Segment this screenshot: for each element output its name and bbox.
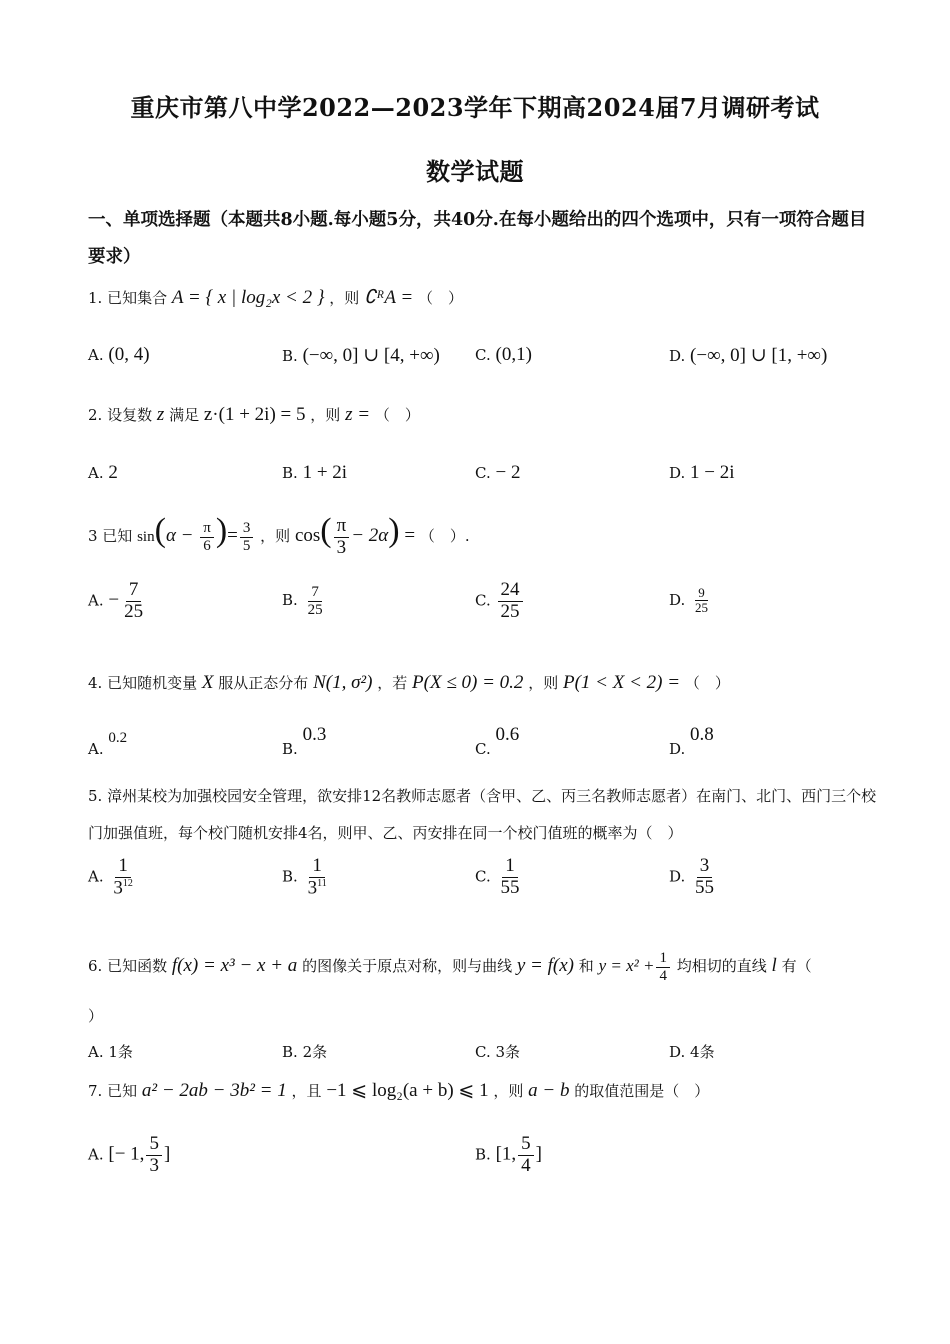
q1-prefix: 1. 已知集合 [88,289,168,307]
q7-mid1: ，且 [291,1082,322,1100]
q2-option-a[interactable] [88,462,118,484]
option-value: (−∞, 0] ∪ [1, +∞) [690,345,828,366]
q3-option-b[interactable] [282,584,328,618]
option-label: B. [282,1043,298,1061]
option-label: B. [282,867,298,886]
q7-option-a[interactable] [88,1134,170,1177]
q2-var: z [156,404,165,425]
option-label: D. [669,740,686,758]
q4-prefix: 4. 已知随机变量 [88,674,198,692]
q3-pi-over-3 [334,516,350,559]
q6-function: f(x) = x³ − x + a [171,955,298,976]
q2-option-b[interactable] [282,462,347,484]
q6-mid2: 和 [578,957,594,975]
fraction-numerator: 1 [309,856,325,878]
option-value: 0.6 [495,724,520,745]
q3-option-c[interactable] [475,580,525,623]
q5-option-b[interactable] [282,856,332,899]
option-label: C. [475,867,491,886]
section-heading: 一、单项选择题（本题共8小题.每小题5分，共40分.在每小题给出的四个选项中，只有一项符合题目要求） [88,210,867,267]
power-base: 3 [307,877,318,899]
fraction-numerator: 7 [126,580,142,602]
q4-option-a[interactable] [88,728,128,758]
q7-prefix: 7. 已知 [88,1082,138,1100]
q6-option-b[interactable] [282,1041,327,1062]
option-label: C. [475,740,491,758]
question-1 [88,287,888,309]
q4-condition: P(X ≤ 0) = 0.2 [412,672,524,693]
option-fraction [110,856,136,899]
q1-option-a[interactable] [88,344,150,366]
fraction-denominator: 4 [521,1154,531,1176]
q4-option-d[interactable] [669,724,714,758]
q2-mid2: ，则 [310,406,341,424]
fraction-numerator: 24 [498,580,523,602]
q4-mid1: 服从正态分布 [218,674,309,692]
fraction-denominator: 55 [500,876,520,898]
option-value: (0,1) [495,344,532,365]
option-label: B. [282,591,298,609]
q4-distribution: N(1, σ²) [313,672,373,693]
option-fraction [498,856,523,899]
fraction-denominator: 25 [307,601,323,618]
fraction-denominator: 4 [659,967,667,984]
fraction-denominator: 5 [242,537,251,554]
q3-sin: sin [137,529,155,545]
option-label: D. [669,347,686,365]
question-4 [88,672,888,694]
q4-ask: P(1 < X < 2) = [563,672,681,693]
fraction-numerator: 7 [308,584,322,602]
q2-mid1: 满足 [169,406,200,424]
fraction-denominator: 3 [149,1154,159,1176]
option-label: A. [88,867,104,886]
option-label: A. [88,591,104,610]
option-fraction [518,1134,534,1177]
q6-curve1: y = f(x) [516,955,574,976]
question-7 [88,1080,888,1102]
q3-eq: = [227,525,238,546]
question-5: 5. 漳州某校为加强校园安全管理，欲安排12名教师志愿者（含甲、乙、丙三名教师志愿者）在南门、北门、西门三个校门加强值班，每个校门随机安排4名，则甲、乙、丙安排在同一个校门值班的概率为（ ） [88,787,877,842]
option-label: D. [669,590,686,609]
fraction-numerator: 5 [146,1134,162,1156]
q1-mid: ，则 [329,289,360,307]
power-base: 3 [113,877,123,899]
question-6 [88,940,888,992]
option-label: C. [475,1043,491,1061]
option-value: 2 [108,462,118,483]
q5-option-c[interactable] [475,856,525,899]
q3-sin-arg: α − [165,525,194,546]
fraction-denominator [305,878,330,899]
interval-left: [− 1, [108,1143,145,1165]
q1-option-b[interactable] [282,344,440,367]
power-exponent: 12 [122,877,133,889]
interval-right: ] [535,1143,542,1165]
option-label: B. [475,1145,491,1164]
fraction-denominator: 55 [695,876,715,898]
option-fraction [498,580,523,623]
q3-suffix: （ ）. [419,527,470,545]
option-label: A. [88,464,104,482]
q6-line-var: l [771,955,777,976]
q2-prefix: 2. 设复数 [88,406,153,424]
fraction-numerator: 1 [502,856,518,878]
q3-pi-over-6 [200,520,214,554]
fraction-numerator: 1 [115,856,131,878]
q2-equation: z·(1 + 2i) = 5 [203,404,306,425]
option-value: 1条 [108,1043,133,1061]
q2-option-d[interactable] [669,462,735,484]
exam-title: 重庆市第八中学2022—2023学年下期高2024届7月调研考试 [130,93,820,122]
fraction-numerator: π [334,516,350,538]
fraction-numerator: 3 [697,856,713,878]
q1-option-c[interactable] [475,344,532,366]
option-value: (0, 4) [108,344,150,365]
fraction-numerator: 1 [656,950,670,968]
option-label: A. [88,740,104,758]
option-value: 0.2 [108,730,128,746]
option-fraction [692,586,711,616]
q4-mid3: ，则 [528,674,559,692]
fraction-denominator: 25 [500,600,520,622]
option-value: 4条 [690,1043,715,1061]
fraction-numerator: 5 [518,1134,534,1156]
q6-suffix-close: ） [88,1007,104,1025]
q6-option-c[interactable] [475,1041,520,1062]
q1-suffix: （ ） [418,289,464,307]
q7-option-b[interactable] [475,1134,542,1177]
fraction-numerator: π [200,520,214,538]
option-fraction [146,1134,162,1177]
interval-right: ] [163,1143,171,1165]
q3-three-fifths [240,520,254,554]
fraction-denominator: 25 [124,600,144,622]
q7-expr: a − b [528,1080,570,1101]
option-label: D. [669,1043,686,1061]
q3-cos: cos [294,525,321,546]
option-label: D. [669,867,686,886]
option-value: 0.8 [690,724,714,745]
q7-condition2: −1 ⩽ log₂(a + b) ⩽ 1 [326,1080,489,1101]
q6-suffix: 有（ [781,957,812,975]
option-value: 0.3 [302,724,327,745]
fraction-denominator: 3 [336,536,347,558]
q6-curve2: y = x² + [598,956,655,975]
exam-subtitle: 数学试题 [426,157,524,186]
option-value: 1 + 2i [302,462,348,483]
option-fraction [121,580,146,623]
option-label: D. [669,464,686,482]
q1-option-d[interactable] [669,344,827,367]
option-fraction [305,584,326,618]
option-label: C. [475,464,491,482]
question-2 [88,404,888,426]
q3-cos-arg: − 2α [351,525,389,546]
q7-mid2: ，则 [493,1082,524,1100]
q6-option-d[interactable] [669,1041,715,1062]
q3-eq2: = [404,525,416,546]
q7-condition1: a² − 2ab − 3b² = 1 [141,1080,287,1101]
option-label: C. [475,346,491,364]
q7-suffix: 的取值范围是（ ） [574,1082,710,1100]
q5-option-a[interactable] [88,856,138,899]
fraction-numerator: 9 [695,586,708,601]
q2-option-c[interactable] [475,462,520,484]
option-fraction [692,856,717,899]
option-label: C. [475,591,491,610]
q6-prefix: 6. 已知函数 [88,957,168,975]
option-label: A. [88,346,104,364]
q6-mid1: 的图像关于原点对称，则与曲线 [302,957,513,975]
fraction-denominator: 6 [203,537,211,554]
q4-option-b[interactable] [282,724,327,758]
q3-mid: ，则 [260,527,291,545]
q4-mid2: ，若 [377,674,408,692]
option-value: 1 − 2i [690,462,735,483]
q1-set-math: A = { x | log₂x < 2 } [171,287,325,308]
fraction-denominator [110,878,136,899]
option-value: 3条 [495,1043,521,1061]
q1-complement-math: ∁ᴿA = [364,287,414,308]
option-label: A. [88,1043,104,1061]
q4-option-c[interactable] [475,724,520,758]
option-label: B. [282,740,298,758]
q4-var: X [201,672,214,693]
option-fraction [305,856,330,899]
option-value: − 2 [495,462,521,483]
q6-quarter [656,950,670,984]
q3-prefix: 3 已知 [88,527,133,545]
q5-option-d[interactable] [669,856,719,899]
option-value: 2条 [302,1043,328,1061]
q2-suffix: （ ） [374,406,420,424]
option-sign: − [108,589,120,611]
q2-ask: z = [345,404,371,425]
option-label: B. [282,464,298,482]
q4-suffix: （ ） [684,674,730,692]
fraction-numerator: 3 [240,520,254,538]
option-label: A. [88,1145,104,1164]
q3-option-a[interactable] [88,580,148,623]
q6-mid3: 均相切的直线 [676,957,767,975]
power-exponent: 11 [317,877,327,889]
fraction-denominator: 25 [695,600,709,616]
option-value: (−∞, 0] ∪ [4, +∞) [302,345,440,366]
interval-left: [1, [495,1143,517,1165]
q6-option-a[interactable] [88,1041,133,1062]
q3-option-d[interactable] [669,586,713,616]
option-label: B. [282,347,298,365]
question-3: 3 已知 sin(α − $\frac{\pi}{6}$ )= $\frac{3}{5}$ ，则 cos( $\frac{\pi}{3}$ − 2α) = （ ）. [88,512,470,558]
